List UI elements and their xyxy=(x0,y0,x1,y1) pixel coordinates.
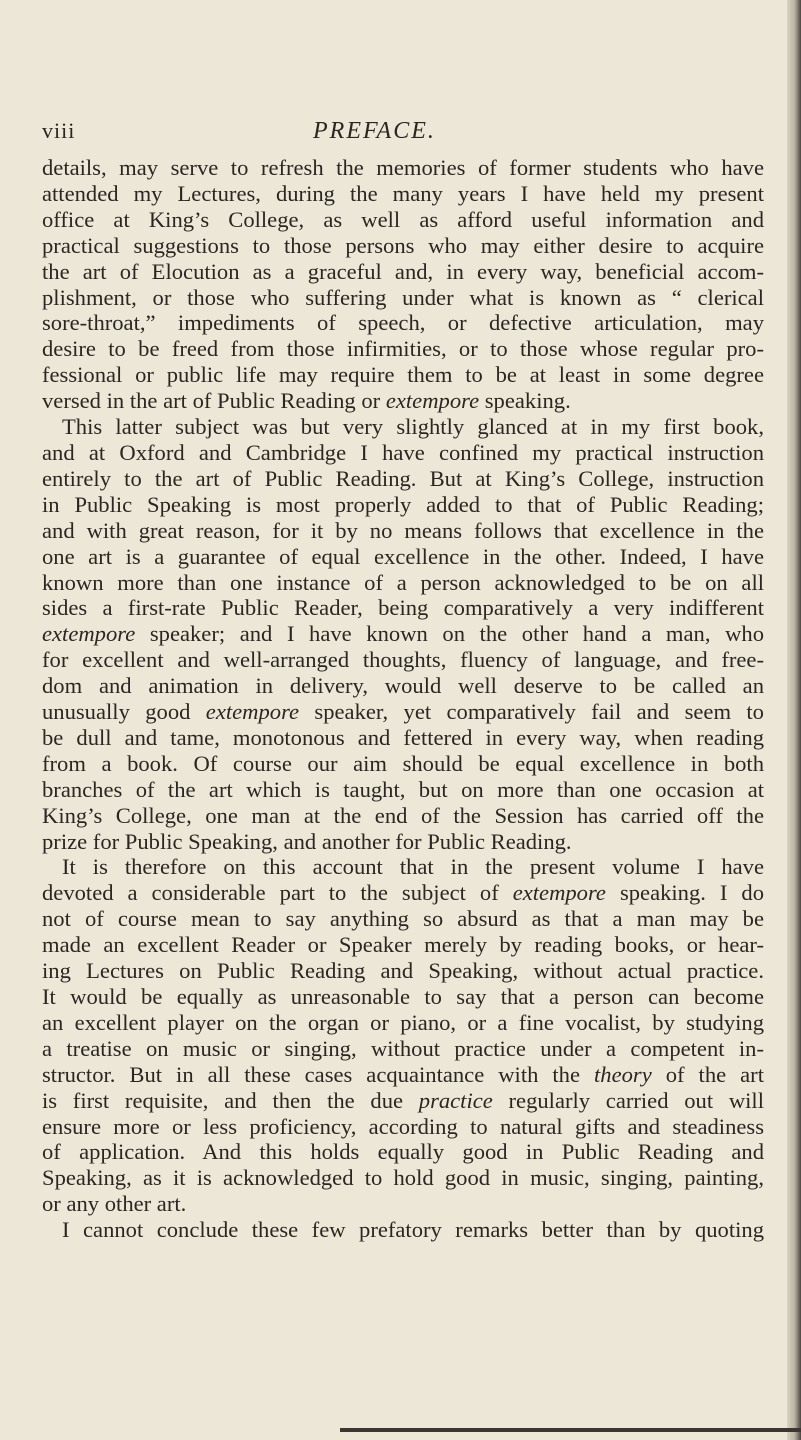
line-text-after: speaking. I do xyxy=(605,880,764,906)
line-text: be dull and tame, monotonous and fettered in every way, when reading xyxy=(42,724,764,750)
text-line xyxy=(42,647,764,673)
text-line xyxy=(42,155,764,181)
line-text-after: of the art xyxy=(651,1061,764,1087)
line-text-after: speaker; and I have known on the other hand a man, who xyxy=(135,621,764,647)
text-line xyxy=(42,1088,764,1114)
text-line xyxy=(42,388,764,414)
text-line xyxy=(42,803,764,829)
line-text: Speaking, as it is acknowledged to hold good in music, singing, painting, xyxy=(42,1165,764,1191)
text-line xyxy=(42,466,764,492)
body-text xyxy=(42,155,764,1243)
text-line xyxy=(42,1036,764,1062)
line-text: fessional or public life may require them to be at least in some degree xyxy=(42,362,764,388)
line-text-after: regularly carried out will xyxy=(492,1087,764,1113)
line-text: devoted a considerable part to the subject of xyxy=(42,880,513,906)
line-text: It would be equally as unreasonable to say that a person can become xyxy=(42,984,764,1009)
italic-term: extempore xyxy=(385,388,480,414)
text-line xyxy=(42,1114,764,1140)
line-text: ing Lectures on Public Reading and Speaking, without actual practice. xyxy=(42,958,764,984)
line-text: is first requisite, and then the due xyxy=(42,1087,419,1113)
text-line xyxy=(42,1191,764,1217)
running-head: PREFACE. xyxy=(313,118,436,144)
text-line xyxy=(42,414,764,440)
line-text: attended my Lectures, during the many years I have held my present xyxy=(42,180,764,206)
text-line xyxy=(42,854,764,880)
text-line xyxy=(42,984,764,1010)
line-text: versed in the art of Public Reading or xyxy=(42,388,386,414)
text-line xyxy=(42,1139,764,1165)
text-line xyxy=(42,181,764,207)
italic-term: extempore xyxy=(512,880,606,906)
line-text: structor. But in all these cases acquaintance with the xyxy=(42,1061,594,1087)
line-text: This latter subject was but very slightly glanced at in my first book, xyxy=(62,414,764,440)
line-text: dom and animation in delivery, would well deserve to be called an xyxy=(42,673,764,699)
text-line xyxy=(42,336,764,362)
line-text: for excellent and well-arranged thoughts, fluency of language, and free- xyxy=(42,647,764,673)
text-line xyxy=(42,1010,764,1036)
italic-term: theory xyxy=(594,1061,652,1087)
text-line xyxy=(42,207,764,233)
line-text: practical suggestions to those persons who may either desire to acquire xyxy=(42,232,764,258)
line-text: of application. And this holds equally good in Public Reading and xyxy=(42,1139,764,1165)
line-text: branches of the art which is taught, but on more than one occasion at xyxy=(42,776,764,802)
text-line xyxy=(42,880,764,906)
text-line xyxy=(42,310,764,336)
line-text: a treatise on music or singing, without practice under a competent in- xyxy=(42,1035,764,1061)
line-text-after: speaking. xyxy=(479,388,571,414)
page-edge-shadow xyxy=(787,0,801,1440)
bottom-rule xyxy=(340,1428,801,1432)
line-text: sore-throat,” impediments of speech, or defective articulation, may xyxy=(42,310,764,336)
text-line xyxy=(42,777,764,803)
line-text: or any other art. xyxy=(42,1191,187,1217)
text-line xyxy=(42,285,764,311)
line-text: known more than one instance of a person acknowledged to be on all xyxy=(42,569,764,595)
text-line xyxy=(42,1165,764,1191)
text-line xyxy=(42,544,764,570)
line-text: and at Oxford and Cambridge I have confined my practical instruction xyxy=(42,439,764,465)
text-line xyxy=(42,751,764,777)
line-text: and with great reason, for it by no means follows that excellence in the xyxy=(42,517,764,543)
line-text: not of course mean to say anything so absurd as that a man may be xyxy=(42,906,764,932)
text-line xyxy=(42,906,764,932)
text-line xyxy=(42,518,764,544)
line-text: the art of Elocution as a graceful and, in every way, beneficial accom- xyxy=(42,258,764,284)
line-text: I cannot conclude these few prefatory remarks better than by quoting xyxy=(62,1217,764,1243)
text-line xyxy=(42,673,764,699)
line-text: entirely to the art of Public Reading. But at King’s College, instruction xyxy=(42,465,764,491)
line-text: in Public Speaking is most properly added to that of Public Reading; xyxy=(42,491,764,517)
page-header xyxy=(42,118,742,148)
line-text: sides a first-rate Public Reader, being comparatively a very indifferent xyxy=(42,595,764,621)
text-line xyxy=(42,362,764,388)
page-number: viii xyxy=(42,118,76,143)
text-line xyxy=(42,932,764,958)
italic-term: extempore xyxy=(42,621,136,647)
line-text: office at King’s College, as well as afford useful information and xyxy=(42,206,764,232)
text-line xyxy=(42,233,764,259)
text-line xyxy=(42,492,764,518)
line-text: plishment, or those who suffering under what is known as “ clerical xyxy=(42,284,764,310)
text-line xyxy=(42,259,764,285)
italic-term: practice xyxy=(418,1087,493,1113)
line-text: King’s College, one man at the end of the Session has carried off the xyxy=(42,802,764,828)
line-text-after: speaker, yet comparatively fail and seem to xyxy=(299,699,764,725)
text-line xyxy=(42,595,764,621)
text-line xyxy=(42,725,764,751)
text-line xyxy=(42,699,764,725)
line-text: one art is a guarantee of equal excellence in the other. Indeed, I have xyxy=(42,543,764,569)
line-text: ensure more or less proficiency, according to natural gifts and steadiness xyxy=(42,1113,764,1139)
text-line xyxy=(42,958,764,984)
line-text: details, may serve to refresh the memories of former students who have xyxy=(42,155,764,180)
text-line xyxy=(42,829,764,855)
line-text: made an excellent Reader or Speaker merely by reading books, or hear- xyxy=(42,932,764,958)
text-line xyxy=(42,440,764,466)
line-text: an excellent player on the organ or piano, or a fine vocalist, by studying xyxy=(42,1009,764,1035)
text-line xyxy=(42,570,764,596)
line-text: from a book. Of course our aim should be equal excellence in both xyxy=(42,750,764,776)
text-line xyxy=(42,1062,764,1088)
text-line xyxy=(42,621,764,647)
line-text: prize for Public Speaking, and another for Public Reading. xyxy=(42,828,572,854)
text-line xyxy=(42,1217,764,1243)
line-text: It is therefore on this account that in the present volume I have xyxy=(62,854,764,880)
italic-term: extempore xyxy=(205,699,300,725)
line-text: unusually good xyxy=(42,699,206,725)
line-text: desire to be freed from those infirmities, or to those whose regular pro- xyxy=(42,336,764,362)
